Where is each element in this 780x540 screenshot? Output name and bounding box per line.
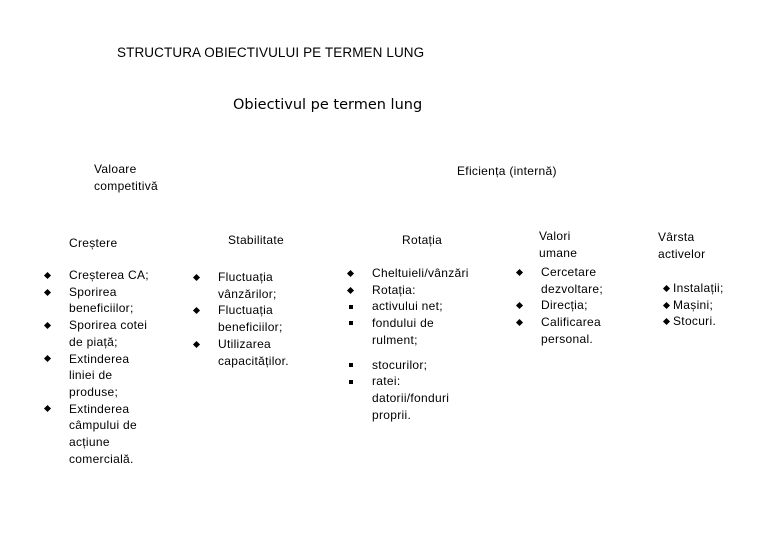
list-item (345, 298, 505, 315)
list-item (663, 280, 773, 297)
list-item-line: Mașini; (673, 297, 714, 312)
column-header-valori-umane (539, 228, 577, 262)
list-item (663, 297, 773, 314)
list-item-line: Extinderea (69, 401, 130, 416)
list-item (514, 264, 644, 297)
diamond-bullet-icon (44, 355, 51, 362)
list-item-line: Utilizarea (218, 336, 272, 351)
diamond-bullet-icon (44, 322, 51, 329)
group-label-valoare-competitiva (94, 161, 158, 195)
group-label-eficienta: Eficiența (internă) (457, 164, 557, 178)
list-item-line: Sporirea cotei (69, 318, 148, 333)
list-valori-umane (514, 264, 644, 348)
list-item (514, 314, 644, 347)
list-item (663, 313, 773, 330)
list-crestere (42, 267, 182, 467)
list-item-line: rulment; (372, 332, 418, 347)
list-item-line: Stocuri. (673, 314, 717, 329)
list-item-line: Cercetare (541, 265, 597, 279)
diamond-bullet-icon (347, 287, 354, 294)
column-header-line: umane (539, 246, 578, 260)
diamond-bullet-icon (44, 289, 51, 296)
diamond-bullet-icon (193, 307, 200, 314)
diamond-bullet-icon (193, 274, 200, 281)
list-item-line: Extinderea (69, 351, 130, 366)
list-item-line: Fluctuația (218, 270, 274, 284)
list-item-line: stocurilor; (372, 357, 428, 372)
list-item-line: fondului de (372, 316, 435, 331)
list-item-line: vânzărilor; (218, 286, 277, 301)
list-item-line: personal. (541, 331, 594, 346)
list-item (191, 269, 331, 302)
column-header-line: Valori (539, 229, 571, 243)
column-header-stabilitate: Stabilitate (228, 233, 284, 247)
list-item-line: Sporirea (69, 284, 117, 299)
list-item (42, 317, 182, 350)
list-item (42, 267, 182, 284)
column-header-line: activelor (658, 247, 706, 261)
list-rotatia (345, 265, 505, 423)
list-item-line: beneficiilor; (69, 301, 134, 316)
list-item-line: comercială. (69, 451, 134, 466)
square-bullet-icon (349, 321, 353, 325)
list-item (42, 284, 182, 317)
diamond-bullet-icon (663, 285, 670, 292)
diamond-bullet-icon (663, 302, 670, 309)
list-varsta-activelor (663, 280, 773, 330)
square-bullet-icon (349, 305, 353, 309)
list-item (42, 351, 182, 401)
list-item (345, 373, 505, 423)
group-label-line: competitivă (94, 179, 158, 193)
list-item-line: proprii. (372, 407, 412, 422)
list-item (345, 265, 505, 282)
list-stabilitate (191, 269, 331, 369)
list-item-line: Instalații; (673, 281, 724, 295)
diamond-bullet-icon (347, 270, 354, 277)
objective-heading: Obiectivul pe termen lung (233, 97, 423, 113)
column-header-rotatia: Rotația (402, 233, 443, 247)
list-item-line: liniei de (69, 368, 113, 383)
list-item (345, 282, 505, 299)
diamond-bullet-icon (193, 341, 200, 348)
list-item-line: capacităților. (218, 353, 289, 368)
diamond-bullet-icon (516, 319, 523, 326)
column-header-varsta-activelor (658, 229, 705, 263)
list-item-line: Creșterea CA; (69, 268, 149, 282)
list-item (345, 357, 505, 374)
list-item-line: Calificarea (541, 315, 601, 330)
list-item (514, 297, 644, 314)
list-item-line: câmpului de (69, 418, 138, 433)
list-item-line: Rotația: (372, 282, 416, 297)
list-item (42, 401, 182, 468)
list-item-line: dezvoltare; (541, 281, 603, 296)
list-item-line: acțiune (69, 435, 110, 450)
list-item-line: Fluctuația (218, 303, 274, 318)
diamond-bullet-icon (516, 269, 523, 276)
diamond-bullet-icon (663, 318, 670, 325)
list-item-line: de piață; (69, 334, 118, 349)
list-item-line: Direcția; (541, 298, 588, 313)
page-title: STRUCTURA OBIECTIVULUI PE TERMEN LUNG (117, 45, 425, 60)
list-item (345, 315, 505, 348)
group-label-line: Valoare (94, 162, 137, 176)
diamond-bullet-icon (516, 302, 523, 309)
list-item (191, 302, 331, 335)
list-item-line: activului net; (372, 299, 443, 314)
square-bullet-icon (349, 380, 353, 384)
list-item-line: datorii/fonduri (372, 390, 450, 405)
list-item-line: Cheltuieli/vânzări (372, 266, 469, 280)
list-item-line: beneficiilor; (218, 320, 283, 335)
column-header-line: Vârsta (658, 230, 695, 244)
list-item-line: produse; (69, 384, 119, 399)
diamond-bullet-icon (44, 405, 51, 412)
diamond-bullet-icon (44, 272, 51, 279)
square-bullet-icon (349, 363, 353, 367)
column-header-crestere: Creștere (69, 236, 118, 250)
list-spacer (345, 349, 505, 357)
list-item-line: ratei: (372, 374, 401, 389)
list-item (191, 336, 331, 369)
